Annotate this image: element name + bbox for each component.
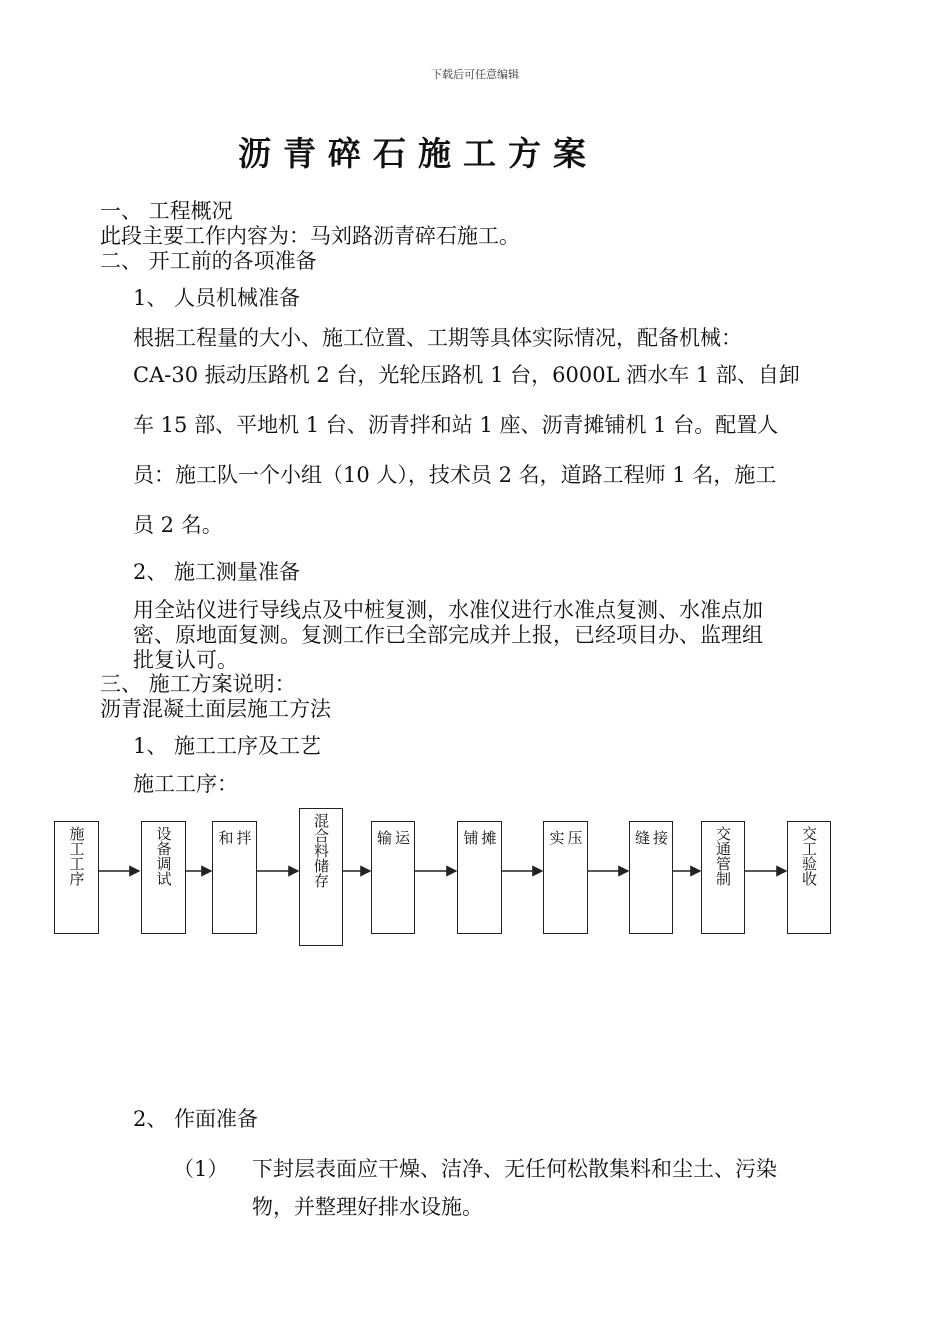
section-3-2-heading: 2、 作面准备	[133, 1107, 259, 1131]
section-3-heading: 三、 施工方案说明：	[100, 672, 296, 696]
flow-box-start	[54, 821, 99, 934]
paragraph-line: 员：施工队一个小组（10 人），技术员 2 名，道路工程师 1 名，施工	[133, 463, 777, 487]
flow-box-compaction	[543, 821, 588, 934]
section-2-2-heading: 2、 施工测量准备	[133, 560, 301, 584]
list-item-number: （1）	[173, 1157, 229, 1181]
list-item-line: 下封层表面应干燥、洁净、无任何松散集料和尘土、污染	[252, 1157, 777, 1181]
flow-box-storage	[299, 808, 343, 946]
flow-box-label: 压实	[547, 830, 584, 881]
flow-box-mixing	[212, 821, 257, 934]
paragraph-line: 批复认可。	[133, 648, 238, 672]
flow-label: 施工工序：	[133, 772, 238, 796]
flow-box-acceptance	[787, 821, 831, 934]
paragraph-line: 密、原地面复测。复测工作已全部完成并上报，已经项目办、监理组	[133, 623, 763, 647]
flow-box-label: 交通管制	[714, 826, 732, 886]
paragraph-line: CA-30 振动压路机 2 台，光轮压路机 1 台，6000L 洒水车 1 部、自卸	[133, 363, 800, 387]
flow-box-joint	[629, 821, 673, 934]
flow-box-label: 混合料储存	[312, 813, 330, 888]
paragraph-line: 员 2 名。	[133, 513, 223, 537]
flow-box-label: 设备调试	[154, 826, 173, 886]
flow-box-transport	[371, 821, 415, 934]
paragraph-line: 车 15 部、平地机 1 台、沥青拌和站 1 座、沥青摊铺机 1 台。配置人	[133, 413, 779, 437]
flow-box-paving	[457, 821, 502, 934]
section-3-subheading: 沥青混凝土面层施工方法	[100, 697, 331, 721]
section-1-heading: 一、 工程概况	[100, 199, 233, 223]
section-1-body: 此段主要工作内容为：马刘路沥青碎石施工。	[100, 224, 520, 248]
paragraph-line: 根据工程量的大小、施工位置、工期等具体实际情况，配备机械：	[133, 326, 742, 350]
flow-box-label: 拌和	[216, 830, 253, 881]
flow-box-traffic	[701, 821, 745, 934]
section-3-1-heading: 1、 施工工序及工艺	[133, 734, 322, 758]
paragraph-line: 用全站仪进行导线点及中桩复测，水准仪进行水准点复测、水准点加	[133, 598, 763, 622]
list-item-line: 物，并整理好排水设施。	[252, 1195, 483, 1219]
flow-box-label: 运输	[375, 830, 411, 881]
page-header: 下载后可任意编辑	[431, 68, 519, 81]
flow-box-label: 摊铺	[461, 830, 498, 881]
flow-box-setup	[141, 821, 186, 934]
flow-box-label: 交工验收	[800, 826, 818, 886]
flow-box-label: 施工工序	[67, 826, 86, 886]
section-2-heading: 二、 开工前的各项准备	[100, 249, 317, 273]
flow-box-label: 接缝	[633, 830, 669, 881]
document-title: 沥青碎石施工方案	[238, 134, 598, 173]
section-2-1-heading: 1、 人员机械准备	[133, 286, 301, 310]
